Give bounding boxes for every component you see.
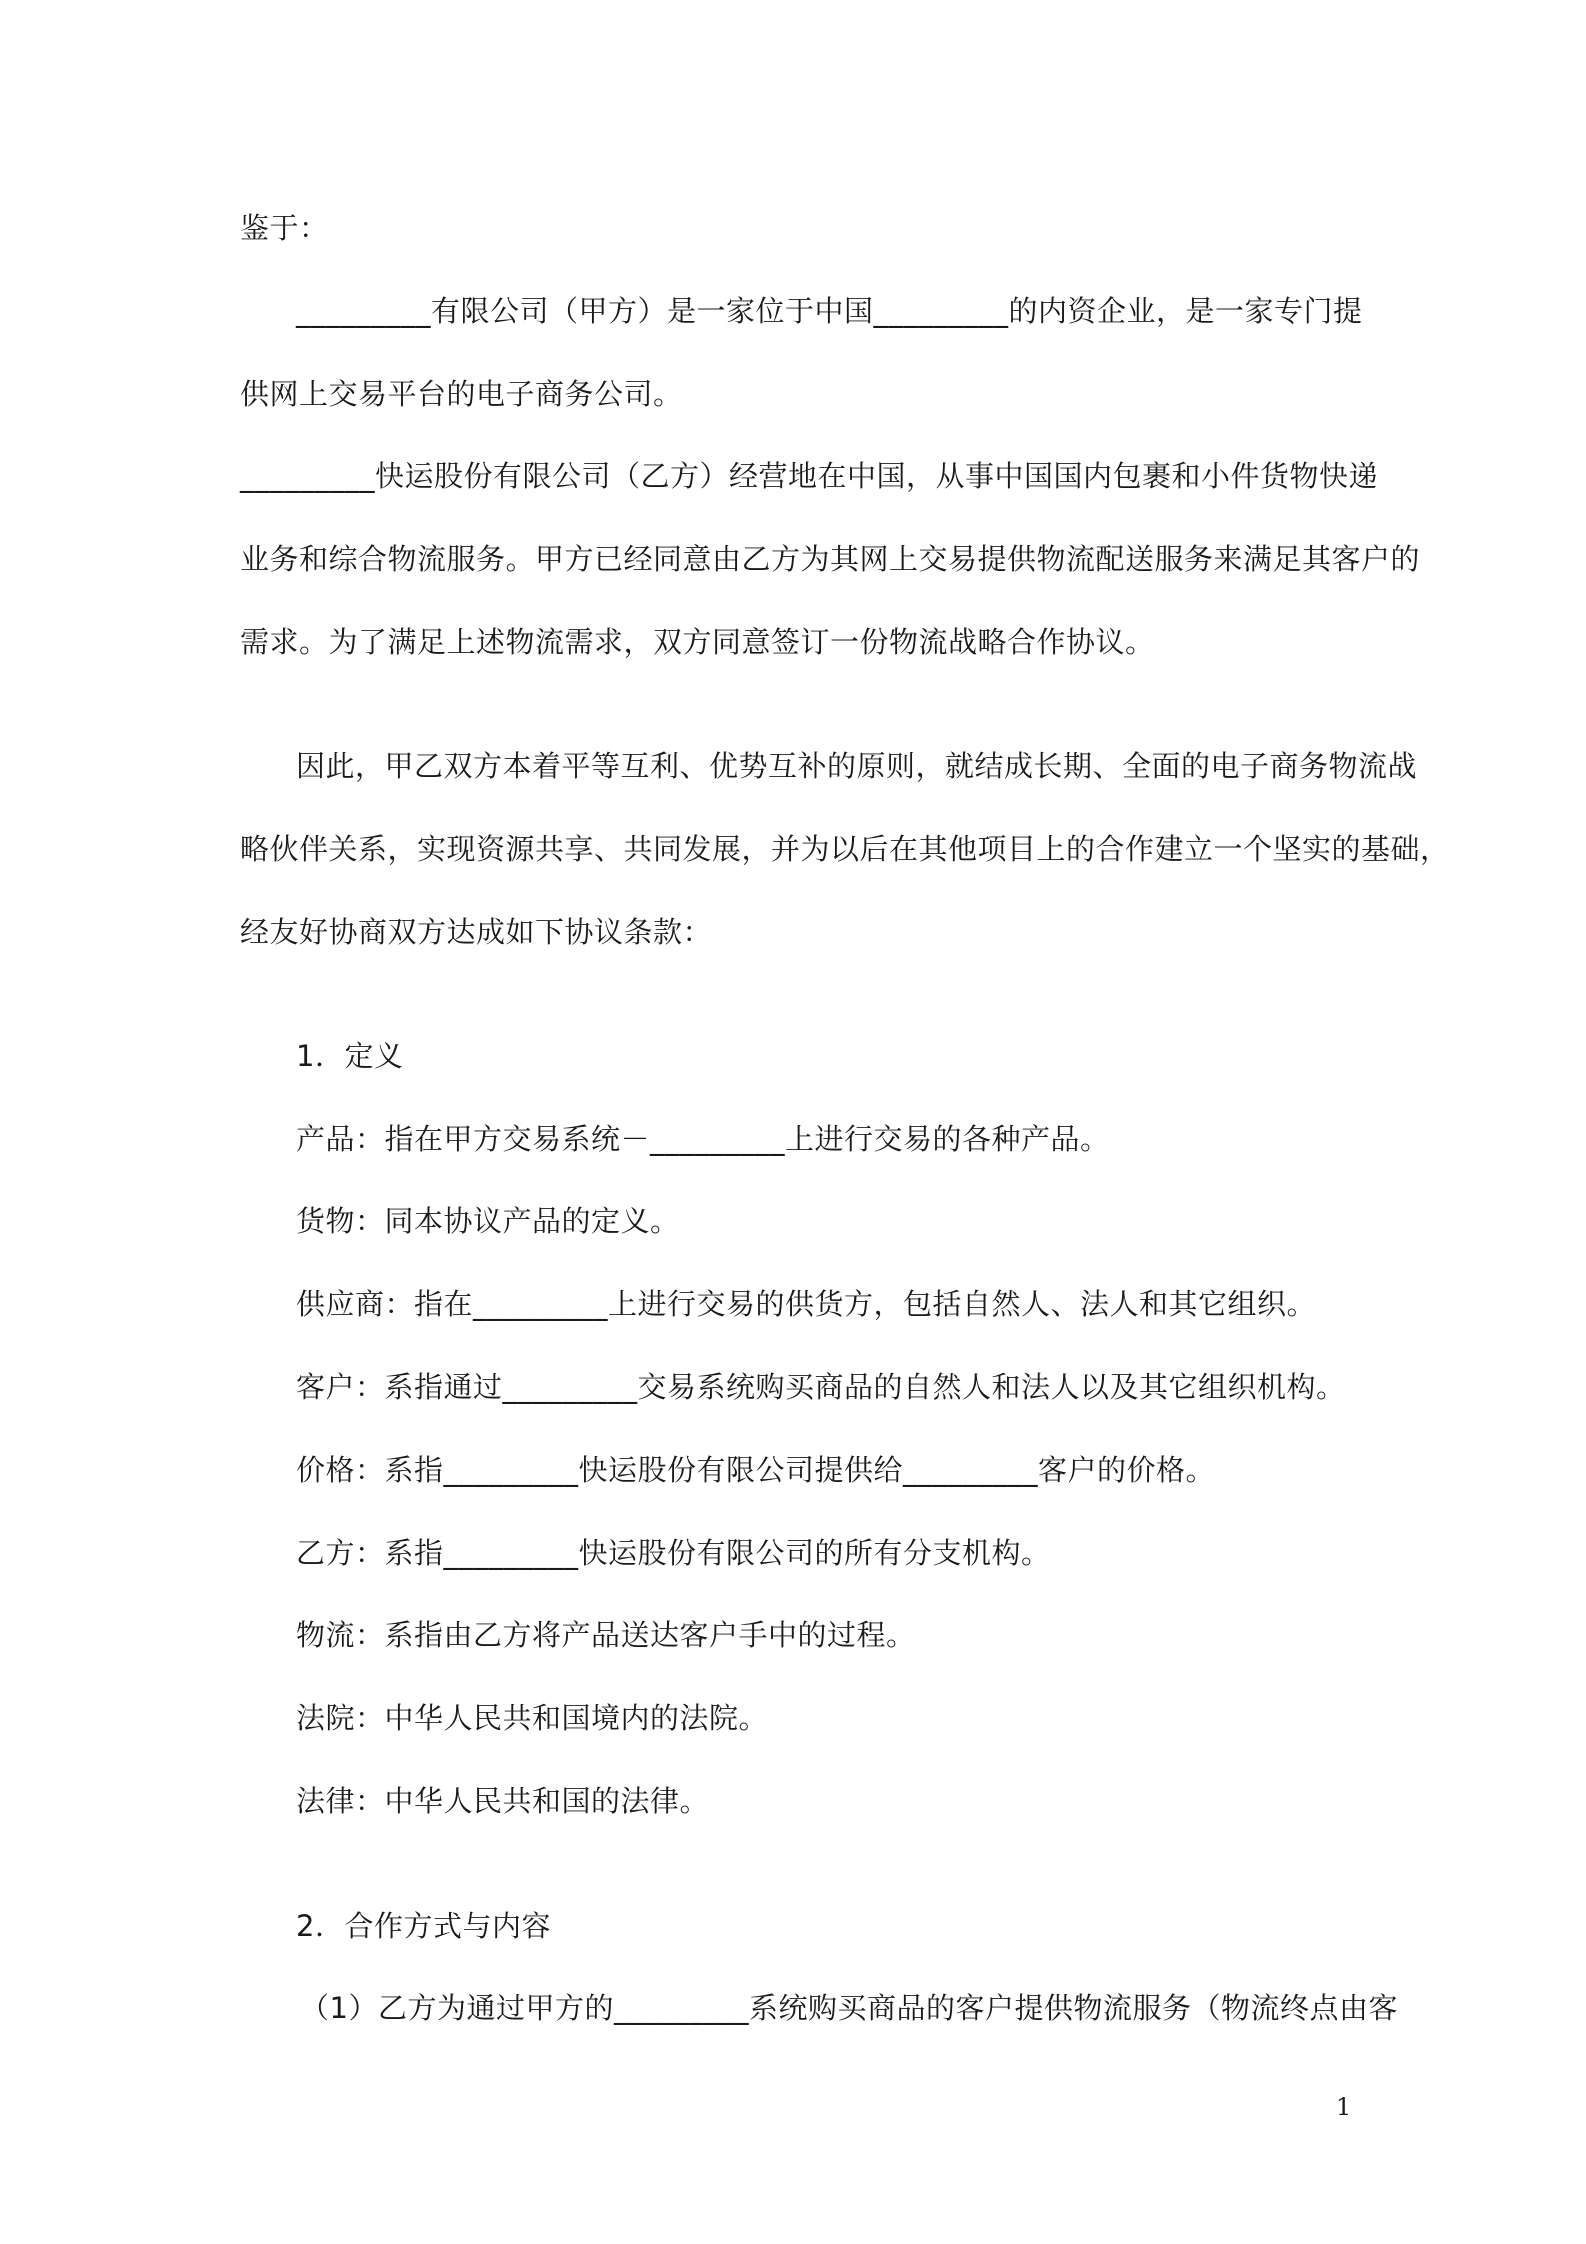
section-heading-definitions: 1．定义 [296, 1039, 404, 1073]
definition-logistics: 物流：系指由乙方将产品送达客户手中的过程。 [296, 1618, 916, 1652]
text-line-party-a-2: 供网上交易平台的电子商务公司。 [240, 377, 683, 411]
text-line-whereas: 鉴于： [240, 211, 329, 245]
definition-price: 价格：系指_________快运股份有限公司提供给_________客户的价格。 [296, 1453, 1216, 1487]
definition-party-b: 乙方：系指_________快运股份有限公司的所有分支机构。 [296, 1536, 1051, 1570]
definition-law: 法律：中华人民共和国的法律。 [296, 1784, 710, 1818]
page-number: 1 [1336, 2093, 1352, 2121]
definition-customer: 客户：系指通过_________交易系统购买商品的自然人和法人以及其它组织机构。 [296, 1370, 1346, 1404]
definition-court: 法院：中华人民共和国境内的法院。 [296, 1701, 769, 1735]
text-line-party-b-2: 业务和综合物流服务。甲方已经同意由乙方为其网上交易提供物流配送服务来满足其客户的 [240, 542, 1421, 576]
definition-goods: 货物：同本协议产品的定义。 [296, 1204, 680, 1238]
text-line-party-a-1: _________有限公司（甲方）是一家位于中国_________的内资企业，是一家专门提 [296, 294, 1363, 328]
text-line-therefore-2: 略伙伴关系，实现资源共享、共同发展，并为以后在其他项目上的合作建立一个坚实的基础， [240, 832, 1450, 866]
section-heading-cooperation: 2．合作方式与内容 [296, 1909, 551, 1943]
definition-product: 产品：指在甲方交易系统－_________上进行交易的各种产品。 [296, 1122, 1110, 1156]
clause-2-1: （1）乙方为通过甲方的_________系统购买商品的客户提供物流服务（物流终点由客 [300, 1991, 1398, 2025]
text-line-party-b-3: 需求。为了满足上述物流需求，双方同意签订一份物流战略合作协议。 [240, 625, 1155, 659]
text-line-therefore-3: 经友好协商双方达成如下协议条款： [240, 915, 713, 949]
text-line-party-b-1: _________快运股份有限公司（乙方）经营地在中国，从事中国国内包裹和小件货物快递 [240, 459, 1379, 493]
definition-supplier: 供应商：指在_________上进行交易的供货方，包括自然人、法人和其它组织。 [296, 1287, 1317, 1321]
text-line-therefore-1: 因此，甲乙双方本着平等互利、优势互补的原则，就结成长期、全面的电子商务物流战 [296, 749, 1418, 783]
